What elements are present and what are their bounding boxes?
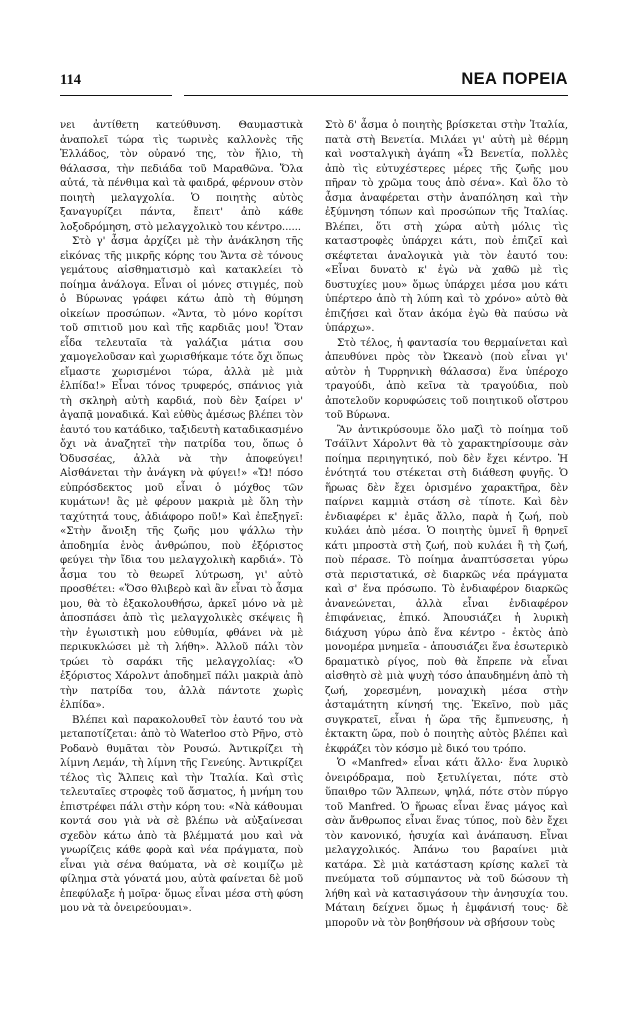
paragraph: Ὁ «Manfred» εἶναι κάτι ἄλλο· ἕνα λυρικὸ ὀνειρόδραμα, ποὺ ξετυλίγεται, πότε στὸ ὕπαιθρο τῶν Ἄλπεων, ψηλά, πότε στὸν πύργο τοῦ Manfred. Ὁ ἥρωας εἶναι ἕνας μάγος καὶ σὰν ἄνθρωπος εἶναι ἕνας τύπος, ποὺ δὲν ἔχει τὸν κανονικό, ἡσυχία καὶ ἀνάπαυση. Εἶναι μελαγχολικός. Ἀπάνω του βαραίνει μιὰ κατάρα. Σὲ μιὰ κατάσταση κρίσης καλεῖ τὰ πνεύματα τοῦ σύμπαντος νὰ τοῦ δώσουν τὴ λήθη καὶ νὰ κατασιγάσουν τὴν ἀνησυχία του. Μάταιη δείχνει ὅμως ἡ ἐμφάνισή τους· δὲ μποροῦν νὰ τὸν βοηθήσουν νὰ σβήσουν τοὺς — [325, 757, 568, 929]
left-column — [60, 118, 303, 916]
page-number: 114 — [60, 72, 81, 88]
paragraph: Ἂν ἀντικρύσουμε ὅλο μαζὶ τὸ ποίημα τοῦ Τσάϊλντ Χάρολντ θὰ τὸ χαρακτηρίσουμε σὰν ποίημα περιηγητικό, ποὺ δὲν ἔχει κέντρο. Ἡ ἑνότητά του στέκεται στὴ διάθεση φυγῆς. Ὁ ἥρωας δὲν ἔχει ὁρισμένο χαρακτῆρα, δὲν παίρνει καμμιὰ στάση σὲ τίποτε. Καὶ δὲν ἐνδιαφέρει κ' ἐμᾶς ἄλλο, παρὰ ἡ ζωή, ποὺ κυλάει ἀπὸ μέσα. Ὁ ποιητὴς ὑμνεῖ ἢ θρηνεῖ κάτι μπροστὰ στὴ ζωή, ποὺ κυλάει ἢ τὴ ζωή, ποὺ πέρασε. Τὸ ποίημα ἀναπτύσσεται γύρω στὰ περιστατικά, σὲ διαρκῶς νέα πράγματα καὶ σ' ἕνα πρόσωπο. Τὸ ἐνδιαφέρον διαρκῶς ἀνανεώνεται, ἀλλὰ εἶναι ἐνδιαφέρον ἐπιφάνειας, ἐπικό. Ἀπουσιάζει ἡ λυρικὴ διάχυση γύρω ἀπὸ ἕνα κέντρο - ἐκτὸς ἀπὸ μονομέρα μνημεῖα - ἀπουσιάζει ἕνα ἐσωτερικὸ δραματικὸ ρίγος, ποὺ θὰ ἔπρεπε νὰ εἶναι αἰσθητὸ σὲ μιὰ ψυχὴ τόσο ἀπαυδημένη ἀπὸ τὴ ζωή, χορεσμένη, μοναχικὴ μέσα στὴν ἀσταμάτητη κίνησή της. Ἐκεῖνο, ποὺ μᾶς συγκρατεῖ, εἶναι ἡ ὥρα τῆς ἔμπνευσης, ἡ ἐκτακτη ὥρα, ποὺ ὁ ποιητὴς αὐτὸς βλέπει καὶ ἐκφράζει τὸν κόσμο μὲ δικό του τρόπο. — [325, 423, 568, 755]
right-column — [325, 118, 568, 930]
paragraph: Στὸ δ' ἆσμα ὁ ποιητὴς βρίσκεται στὴν Ἰταλία, πατὰ στὴ Βενετία. Μιλάει γι' αὐτὴ μὲ θέρμη καὶ νοσταλγικὴ ἀγάπη «Ὦ Βενετία, πολλὲς ἀπὸ τὶς εὐτυχέστερες μέρες τῆς ζωῆς μου πῆραν τὸ χρῶμα τους ἀπὸ σένα». Καὶ ὅλο τὸ ἆσμα ἀναφέρεται στὴν ἀναπόληση καὶ τὴν ἐξύμνηση τόπων καὶ προσώπων τῆς Ἰταλίας. Βλέπει, ὅτι στὴ χώρα αὐτὴ μόλις τὶς καταστροφὲς ὑπάρχει κάτι, ποὺ ἐπιζεῖ καὶ σκέφτεται ἀναλογικὰ γιὰ τὸν ἑαυτό του: «Εἶναι δυνατὸ κ' ἐγὼ νὰ χαθῶ μὲ τὶς δυστυχίες μου» ὅμως ὑπάρχει μέσα μου κάτι ὑπέρτερο ἀπὸ τὴ λύπη καὶ τὸ χρόνο» αὐτὸ θὰ ἐπιζήσει καὶ ὅταν ἀκόμα ἐγὼ θὰ παύσω νὰ ὑπάρχω». — [325, 119, 568, 334]
page-header — [60, 72, 568, 94]
header-rule-left — [60, 95, 172, 96]
paragraph: Στὸ γ' ἆσμα ἀρχίζει μὲ τὴν ἀνάκληση τῆς εἰκόνας τῆς μικρῆς κόρης του Ἄντα σὲ τόνους γεμάτους αἰσθηματισμὸ καὶ κατακλείει τὸ ποίημα ἀνάλογα. Εἶναι οἱ μόνες στιγμές, ποὺ ὁ Βύρωνας γράφει κάτω ἀπὸ τὴ θύμηση οἰκείων προσώπων. «Ἄντα, τὸ μόνο κορίτσι τοῦ σπιτιοῦ μου καὶ τῆς καρδιᾶς μου! Ὅταν εἶδα τελευταῖα τὰ γαλάζια μάτια σου χαμογελοῦσαν καὶ χωρισθήκαμε τότε ὄχι ὅπως εἴμαστε χωρισμένοι τώρα, ἀλλὰ μὲ μιὰ ἐλπίδα!» Εἶναι τόνος τρυφερός, σπάνιος γιὰ τὴ σκληρὴ αὐτὴ καρδιά, ποὺ δὲν ξαίρει ν' ἀγαπᾷ μοναδικά. Καὶ εὐθὺς ἀμέσως βλέπει τὸν ἑαυτό του κατάδικο, ταξιδευτὴ καταδικασμένο ὄχι νὰ ἀναζητεῖ τὴν πατρίδα του, ὅπως ὁ Ὀδυσσέας, ἀλλὰ νὰ τὴν ἀποφεύγει! Αἰσθάνεται τὴν ἀνάγκη νὰ φύγει!» «Ὤ! πόσο εὐπρόσδεκτος μοῦ εἶναι ὁ μόχθος τῶν κυμάτων! ἂς μὲ φέρουν μακριὰ μὲ ὅλη τὴν ταχύτητά τους, ἀδιάφορο ποῦ!» Καὶ ἐπεξηγεῖ: «Στὴν ἄνοιξη τῆς ζωῆς μου ψάλλω τὴν ἀποδημία ἑνὸς ἀνθρώπου, ποὺ ἐξόριστος φεύγει τὴν ἴδια του μελαγχολικὴ καρδιά». Τὸ ἆσμα του τὸ θεωρεῖ λύτρωση, γι' αὐτὸ προσθέτει: «Ὅσο θλιβερὸ καὶ ἂν εἶναι τὸ ἆσμα μου, θὰ τὸ ἐξακολουθήσω, ἀρκεῖ μόνο νὰ μὲ ἀποσπάσει ἀπὸ τὶς μελαγχολικὲς σκέψεις ἢ τὴν ἐγωιστικὴ μου εὐθυμία, φθάνει νὰ μὲ περικυκλώσει μὲ τὴ λήθη». Ἀλλοῦ πάλι τὸν τρώει τὸ σαράκι τῆς μελαγχολίας: «Ὁ ἐξόριστος Χάρολντ ἀποδημεῖ πάλι μακριὰ ἀπὸ τὴν πατρίδα του, ἀλλὰ πάντοτε χωρὶς ἐλπίδα». — [60, 235, 303, 711]
journal-title: ΝΕΑ ΠΟΡΕΙΑ — [461, 70, 568, 88]
paragraph: νει ἀντίθετη κατεύθυνση. Θαυμαστικὰ ἀναπολεῖ τώρα τὶς τωρινὲς καλλονὲς τῆς Ἑλλάδος, τὸν οὐρανό της, τὸν ἥλιο, τὴ θάλασσα, τὴν πεδιάδα τοῦ Μαραθῶνα. Ὅλα αὐτά, τὰ πένθιμα καὶ τὰ φαιδρά, φέρνουν στὸν ποιητὴ μελαγχολία. Ὁ ποιητὴς αὐτὸς ξαναγυρίζει πάντα, ἔπειτ' ἀπὸ κάθε λοξοδρόμηση, στὸ μελαγχολικὸ του κέντρο...... — [60, 119, 303, 233]
paragraph: Βλέπει καὶ παρακολουθεῖ τὸν ἑαυτό του νὰ μεταποτίζεται: ἀπὸ τὸ Waterloo στὸ Ρῆνο, στὸ Ροδανὸ θυμᾶται τὸν Ρουσώ. Ἀντικρίζει τὴ λίμνη Λεμάν, τὴ λίμνη τῆς Γενεύης. Ἀντικρίζει τέλος τὶς Ἄλπεις καὶ τὴν Ἰταλία. Καὶ στὶς τελευταῖες στροφὲς τοῦ ἄσματος, ἡ μνήμη του ἐπιστρέφει πάλι στὴν κόρη του: «Νὰ κάθουμαι κοντά σου γιὰ νὰ σὲ βλέπω νὰ αὐξαίνεσαι σχεδὸν κάτω ἀπὸ τὰ βλέμματά μου καὶ νὰ γνωρίζεις κάθε φορὰ καὶ νέα πράγματα, ποὺ εἶναι γιὰ σένα θαύματα, νὰ σὲ κοιμίζω μὲ φίλημα στὰ γόνατά μου, αὐτὰ φαίνεται δὲ μοῦ ἐπεφύλαξε ἡ μοῖρα· ὅμως εἶναι μέσα στὴ φύση μου νὰ τὰ ὀνειρεύουμαι». — [60, 713, 303, 914]
header-rule-right — [184, 95, 568, 96]
paragraph: Στὸ τέλος, ἡ φαντασία του θερμαίνεται καὶ ἀπευθύνει πρὸς τὸν Ὠκεανὸ (ποὺ εἶναι γι' αὐτὸν ἡ Τυρρηνικὴ θάλασσα) ἕνα ὑπέροχο τραγούδι, ἀπὸ κεῖνα τὰ τραγούδια, ποὺ ἀποτελοῦν κορυφώσεις τοῦ ποιητικοῦ οἴστρου τοῦ Βύρωνα. — [325, 336, 568, 421]
